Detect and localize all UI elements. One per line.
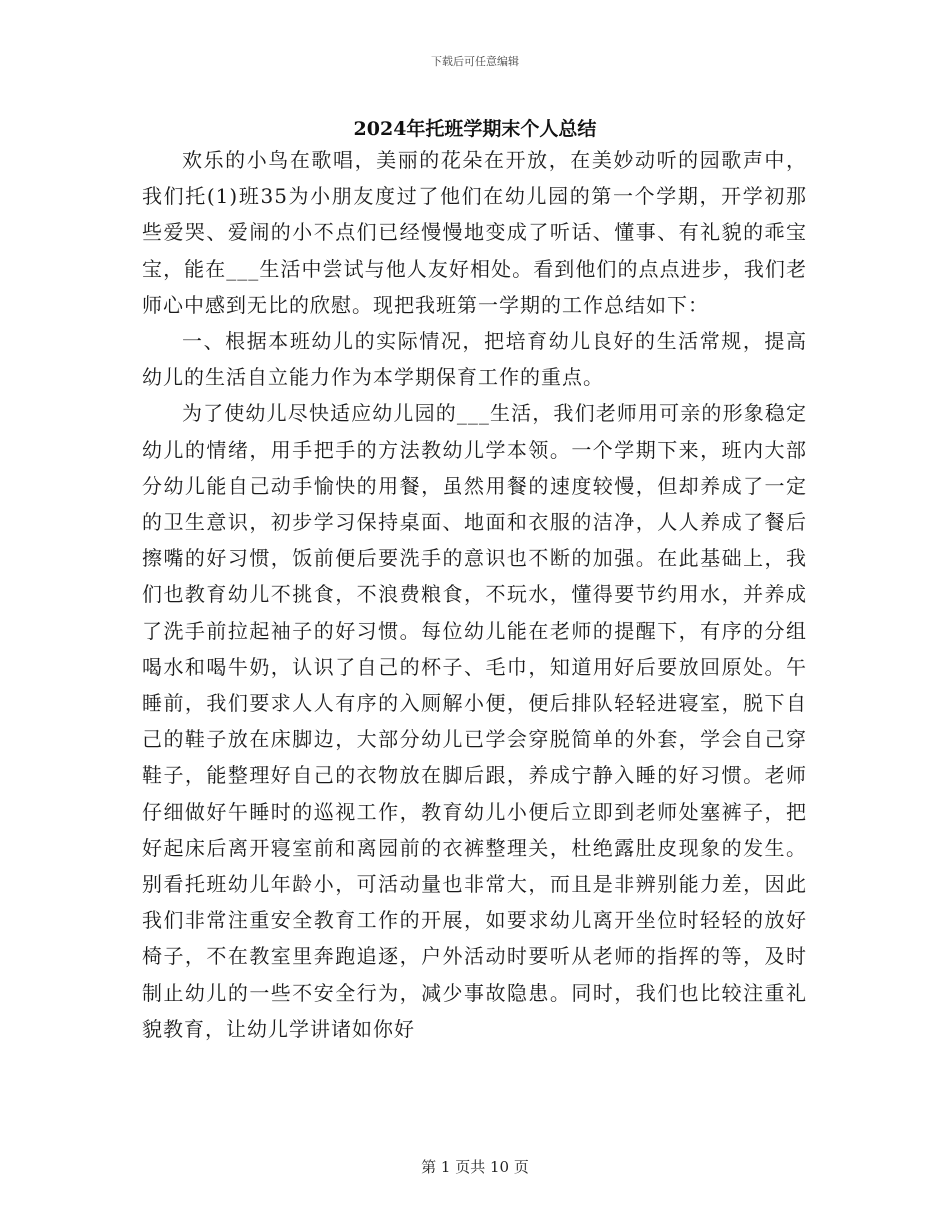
document-title: 2024年托班学期末个人总结	[353, 118, 597, 140]
document-body	[142, 142, 807, 1047]
paragraph-section-one-heading: 一、根据本班幼儿的实际情况，把培育幼儿良好的生活常规，提高幼儿的生活自立能力作为本学期保育工作的重点。	[142, 329, 807, 390]
paragraph-intro: 欢乐的小鸟在歌唱，美丽的花朵在开放，在美妙动听的园歌声中，我们托(1)班35为小朋友度过了他们在幼儿园的第一个学期，开学初那些爱哭、爱闹的小不点们已经慢慢地变成了听话、懂事、有礼貌的乖宝宝，能在___生活中尝试与他人友好相处。看到他们的点点进步，我们老师心中感到无比的欣慰。现把我班第一学期的工作总结如下：	[142, 148, 807, 317]
paragraph-section-one-body: 为了使幼儿尽快适应幼儿园的___生活，我们老师用可亲的形象稳定幼儿的情绪，用手把手的方法教幼儿学本领。一个学期下来，班内大部分幼儿能自己动手愉快的用餐，虽然用餐的速度较慢，但却养成了一定的卫生意识，初步学习保持桌面、地面和衣服的洁净，人人养成了餐后擦嘴的好习惯，饭前便后要洗手的意识也不断的加强。在此基础上，我们也教育幼儿不挑食，不浪费粮食，不玩水，懂得要节约用水，并养成了洗手前拉起袖子的好习惯。每位幼儿能在老师的提醒下，有序的分组喝水和喝牛奶，认识了自己的杯子、毛巾，知道用好后要放回原处。午睡前，我们要求人人有序的入厕解小便，便后排队轻轻进寝室，脱下自己的鞋子放在床脚边，大部分幼儿已学会穿脱简单的外套，学会自己穿鞋子，能整理好自己的衣物放在脚后跟，养成宁静入睡的好习惯。老师仔细做好午睡时的巡视工作，教育幼儿小便后立即到老师处塞裤子，把好起床后离开寝室前和离园前的衣裤整理关，杜绝露肚皮现象的发生。别看托班幼儿年龄小，可活动量也非常大，而且是非辨别能力差，因此我们非常注重安全教育工作的开展，如要求幼儿离开坐位时轻轻的放好椅子，不在教室里奔跑追逐，户外活动时要听从老师的指挥的等，及时制止幼儿的一些不安全行为，减少事故隐患。同时，我们也比较注重礼貌教育，让幼儿学讲诸如你好	[142, 401, 807, 1041]
header-note: 下载后可任意编辑	[431, 55, 519, 68]
page-footer: 第 1 页共 10 页	[421, 1158, 529, 1176]
